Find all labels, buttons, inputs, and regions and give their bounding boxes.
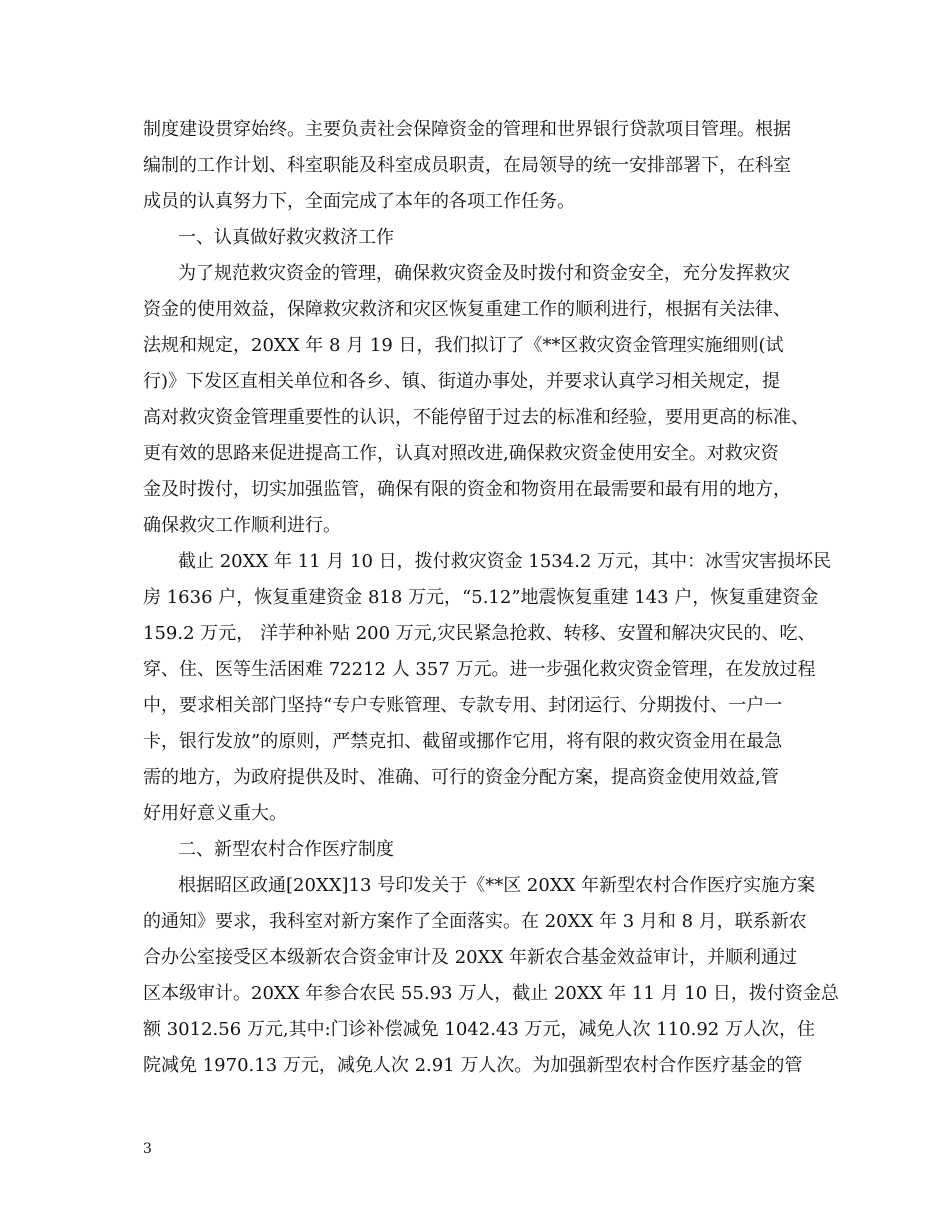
text-line: 需的地方，为政府提供及时、准确、可行的资金分配方案，提高资金使用效益,管 — [143, 767, 779, 788]
text-line: 额 3012.56 万元,其中:门诊补偿减免 1042.43 万元，减免人次 110.92 万人次，住 — [143, 1019, 815, 1040]
text-line: 区本级审计。20XX 年参合农民 55.93 万人，截止 20XX 年 11 月 10 日，拨付资金总 — [143, 983, 839, 1004]
text-line: 159.2 万元， 洋芋种补贴 200 万元,灾民紧急抢救、转移、安置和解决灾民的、吃、 — [143, 623, 816, 644]
text-line: 为了规范救灾资金的管理，确保救灾资金及时拨付和资金安全，充分发挥救灾 — [178, 263, 790, 284]
text-line: 院减免 1970.13 万元，减免人次 2.91 万人次。为加强新型农村合作医疗基金的管 — [143, 1055, 803, 1076]
text-line: 成员的认真努力下，全面完成了本年的各项工作任务。 — [143, 191, 575, 212]
text-line: 确保救灾工作顺利进行。 — [143, 515, 341, 536]
text-line: 制度建设贯穿始终。主要负责社会保障资金的管理和世界银行贷款项目管理。根据 — [143, 119, 791, 140]
text-line: 卡，银行发放”的原则，严禁克扣、截留或挪作它用，将有限的救灾资金用在最急 — [143, 731, 783, 752]
text-line: 房 1636 户，恢复重建资金 818 万元，“5.12”地震恢复重建 143 户，恢复重建资金 — [143, 587, 819, 608]
text-line: 资金的使用效益，保障救灾救济和灾区恢复重建工作的顺利进行，根据有关法律、 — [143, 299, 791, 320]
section-heading: 二、新型农村合作医疗制度 — [178, 839, 394, 860]
section-heading: 一、认真做好救灾救济工作 — [178, 227, 394, 248]
text-line: 编制的工作计划、科室职能及科室成员职责，在局领导的统一安排部署下，在科室 — [143, 155, 791, 176]
text-line: 根据昭区政通[20XX]13 号印发关于《**区 20XX 年新型农村合作医疗实施方案 — [178, 875, 816, 896]
text-line: 穿、住、医等生活困难 72212 人 357 万元。进一步强化救灾资金管理，在发放过程 — [143, 659, 816, 680]
text-line: 截止 20XX 年 11 月 10 日，拨付救灾资金 1534.2 万元，其中：冰雪灾害损坏民 — [178, 551, 832, 572]
text-line: 合办公室接受区本级新农合资金审计及 20XX 年新农合基金效益审计，并顺利通过 — [143, 947, 797, 968]
page-number: 3 — [143, 1141, 152, 1157]
text-line: 更有效的思路来促进提高工作，认真对照改进,确保救灾资金使用安全。对救灾资 — [143, 443, 779, 464]
text-line: 高对救灾资金管理重要性的认识，不能停留于过去的标准和经验，要用更高的标准、 — [143, 407, 809, 428]
text-line: 法规和规定，20XX 年 8 月 19 日，我们拟订了《**区救灾资金管理实施细则(试 — [143, 335, 784, 356]
text-line: 金及时拨付，切实加强监管，确保有限的资金和物资用在最需要和最有用的地方， — [143, 479, 791, 500]
text-line: 行)》下发区直相关单位和各乡、镇、街道办事处，并要求认真学习相关规定，提 — [143, 371, 781, 392]
text-line: 中，要求相关部门坚持“专户专账管理、专款专用、封闭运行、分期拨付、一户一 — [143, 695, 783, 716]
text-line: 好用好意义重大。 — [143, 803, 287, 824]
text-line: 的通知》要求，我科室对新方案作了全面落实。在 20XX 年 3 月和 8 月，联系新农 — [143, 911, 807, 932]
